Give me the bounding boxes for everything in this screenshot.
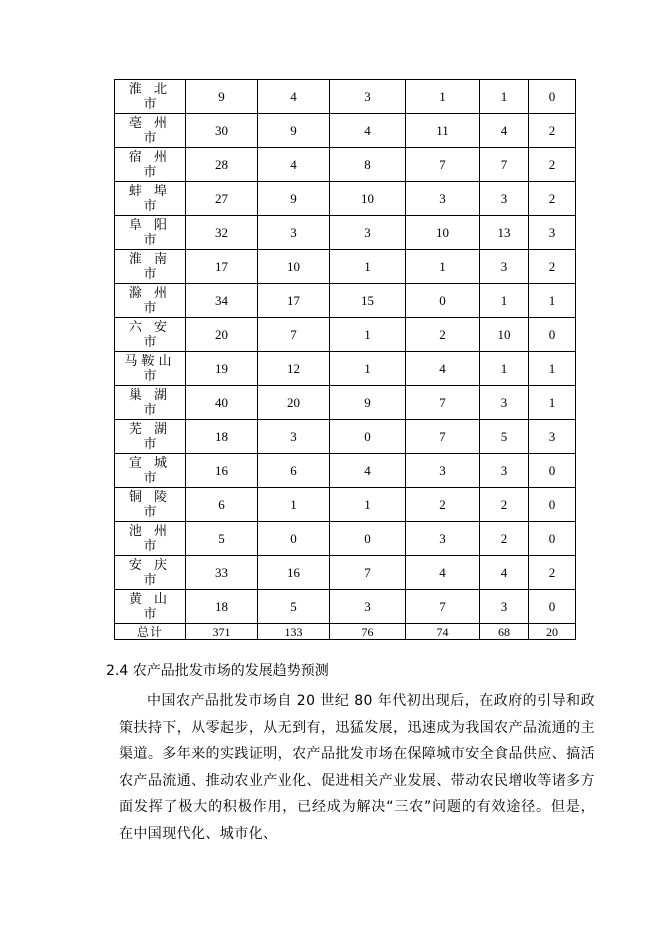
- total-value-cell: 133: [258, 624, 330, 640]
- value-cell: 2: [529, 114, 576, 148]
- city-name-part: 市: [143, 572, 157, 588]
- value-cell: 28: [186, 148, 258, 182]
- city-name-part: 市: [143, 334, 157, 350]
- table-row: [115, 318, 576, 352]
- value-cell: 2: [529, 182, 576, 216]
- value-cell: 3: [258, 420, 330, 454]
- city-name-part: 市: [143, 368, 157, 384]
- value-cell: 9: [258, 182, 330, 216]
- value-cell: 0: [330, 420, 406, 454]
- table-row: [115, 488, 576, 522]
- value-cell: 3: [330, 216, 406, 250]
- value-cell: 8: [330, 148, 406, 182]
- value-cell: 1: [529, 284, 576, 318]
- city-name-part: 市: [143, 130, 157, 146]
- value-cell: 3: [480, 454, 529, 488]
- value-cell: 2: [406, 318, 480, 352]
- value-cell: 2: [480, 488, 529, 522]
- value-cell: 10: [330, 182, 406, 216]
- value-cell: 1: [480, 80, 529, 114]
- value-cell: 0: [529, 80, 576, 114]
- city-name-part: 市: [143, 266, 157, 282]
- value-cell: 5: [186, 522, 258, 556]
- value-cell: 17: [186, 250, 258, 284]
- city-name-cell: [115, 590, 186, 624]
- value-cell: 18: [186, 590, 258, 624]
- table-row: [115, 590, 576, 624]
- value-cell: 7: [406, 420, 480, 454]
- value-cell: 4: [258, 80, 330, 114]
- city-name-part: 芜 湖: [128, 421, 172, 437]
- table-row: [115, 182, 576, 216]
- table-row: [115, 454, 576, 488]
- value-cell: 1: [330, 318, 406, 352]
- value-cell: 4: [480, 556, 529, 590]
- total-value-cell: 20: [529, 624, 576, 640]
- value-cell: 1: [406, 80, 480, 114]
- value-cell: 20: [186, 318, 258, 352]
- city-name-cell: [115, 250, 186, 284]
- value-cell: 1: [480, 284, 529, 318]
- city-name-part: 市: [143, 232, 157, 248]
- value-cell: 1: [406, 250, 480, 284]
- value-cell: 9: [258, 114, 330, 148]
- value-cell: 7: [406, 386, 480, 420]
- city-name-cell: [115, 80, 186, 114]
- table-row: [115, 114, 576, 148]
- value-cell: 2: [480, 522, 529, 556]
- city-name-cell: [115, 182, 186, 216]
- table-row: [115, 420, 576, 454]
- value-cell: 0: [529, 454, 576, 488]
- city-name-cell: [115, 318, 186, 352]
- value-cell: 15: [330, 284, 406, 318]
- city-name-cell: [115, 386, 186, 420]
- value-cell: 17: [258, 284, 330, 318]
- value-cell: 0: [529, 522, 576, 556]
- table-row: [115, 216, 576, 250]
- value-cell: 20: [258, 386, 330, 420]
- value-cell: 1: [258, 488, 330, 522]
- value-cell: 1: [480, 352, 529, 386]
- city-name-part: 铜 陵: [128, 489, 172, 505]
- value-cell: 34: [186, 284, 258, 318]
- city-name-part: 市: [143, 198, 157, 214]
- value-cell: 7: [480, 148, 529, 182]
- value-cell: 3: [406, 182, 480, 216]
- value-cell: 9: [330, 386, 406, 420]
- city-name-part: 滁 州: [128, 285, 172, 301]
- city-name-part: 安 庆: [128, 557, 172, 573]
- city-name-cell: [115, 114, 186, 148]
- value-cell: 11: [406, 114, 480, 148]
- value-cell: 9: [186, 80, 258, 114]
- city-name-cell: [115, 216, 186, 250]
- total-label-cell: 总计: [115, 624, 186, 640]
- value-cell: 19: [186, 352, 258, 386]
- value-cell: 7: [258, 318, 330, 352]
- value-cell: 3: [480, 386, 529, 420]
- value-cell: 27: [186, 182, 258, 216]
- city-name-cell: [115, 352, 186, 386]
- value-cell: 4: [406, 556, 480, 590]
- value-cell: 1: [529, 352, 576, 386]
- city-name-part: 市: [143, 504, 157, 520]
- total-value-cell: 371: [186, 624, 258, 640]
- city-name-part: 市: [143, 402, 157, 418]
- value-cell: 3: [529, 420, 576, 454]
- city-name-part: 阜 阳: [128, 217, 172, 233]
- value-cell: 6: [258, 454, 330, 488]
- value-cell: 0: [258, 522, 330, 556]
- city-name-part: 市: [143, 164, 157, 180]
- city-name-part: 宣 城: [128, 455, 172, 471]
- total-value-cell: 68: [480, 624, 529, 640]
- value-cell: 5: [480, 420, 529, 454]
- value-cell: 7: [406, 148, 480, 182]
- city-name-part: 宿 州: [128, 149, 172, 165]
- value-cell: 3: [406, 454, 480, 488]
- city-name-cell: [115, 420, 186, 454]
- city-name-cell: [115, 148, 186, 182]
- value-cell: 7: [330, 556, 406, 590]
- value-cell: 4: [330, 454, 406, 488]
- value-cell: 13: [480, 216, 529, 250]
- city-name-cell: [115, 488, 186, 522]
- city-name-part: 池 州: [128, 523, 172, 539]
- value-cell: 0: [529, 488, 576, 522]
- table-row: [115, 386, 576, 420]
- section-heading: 2.4 农产品批发市场的发展趋势预测: [106, 663, 329, 679]
- total-value-cell: 76: [330, 624, 406, 640]
- value-cell: 3: [330, 80, 406, 114]
- value-cell: 4: [330, 114, 406, 148]
- value-cell: 1: [529, 386, 576, 420]
- table-row: [115, 148, 576, 182]
- value-cell: 32: [186, 216, 258, 250]
- value-cell: 7: [406, 590, 480, 624]
- table-row: [115, 80, 576, 114]
- value-cell: 3: [406, 522, 480, 556]
- value-cell: 10: [480, 318, 529, 352]
- value-cell: 0: [406, 284, 480, 318]
- value-cell: 2: [529, 250, 576, 284]
- city-name-cell: [115, 454, 186, 488]
- section-paragraph: 中国农产品批发市场自 20 世纪 80 年代初出现后，在政府的引导和政策扶持下，从零起步，从无到有，迅猛发展，迅速成为我国农产品流通的主渠道。多年来的实践证明，农产品批发市场在保障城市安全食品供应、搞活农产品流通、推动农业产业化、促进相关产业发展、带动农民增收等诸多方面发挥了极大的积极作用，已经成为解决“三农”问题的有效途径。但是，在中国现代化、城市化、: [119, 693, 595, 842]
- value-cell: 4: [258, 148, 330, 182]
- table-row: [115, 556, 576, 590]
- value-cell: 18: [186, 420, 258, 454]
- city-name-part: 亳 州: [128, 115, 172, 131]
- value-cell: 4: [480, 114, 529, 148]
- value-cell: 16: [186, 454, 258, 488]
- value-cell: 3: [480, 250, 529, 284]
- table-row: [115, 284, 576, 318]
- total-value-cell: 74: [406, 624, 480, 640]
- value-cell: 2: [529, 556, 576, 590]
- city-name-part: 巢 湖: [128, 387, 172, 403]
- city-name-part: 市: [143, 96, 157, 112]
- value-cell: 3: [529, 216, 576, 250]
- value-cell: 16: [258, 556, 330, 590]
- city-name-part: 马鞍山: [124, 353, 176, 369]
- city-name-part: 淮 南: [128, 251, 172, 267]
- total-row: [115, 624, 576, 640]
- city-name-part: 市: [143, 436, 157, 452]
- city-name-cell: [115, 522, 186, 556]
- value-cell: 1: [330, 250, 406, 284]
- city-name-part: 市: [143, 538, 157, 554]
- market-count-table: [114, 79, 576, 640]
- value-cell: 5: [258, 590, 330, 624]
- city-name-part: 市: [143, 300, 157, 316]
- city-name-part: 淮 北: [128, 81, 172, 97]
- city-name-part: 市: [143, 470, 157, 486]
- value-cell: 30: [186, 114, 258, 148]
- value-cell: 10: [258, 250, 330, 284]
- city-name-part: 蚌 埠: [128, 183, 172, 199]
- value-cell: 40: [186, 386, 258, 420]
- city-name-part: 黄 山: [128, 591, 172, 607]
- city-name-cell: [115, 556, 186, 590]
- city-name-part: 市: [143, 606, 157, 622]
- value-cell: 6: [186, 488, 258, 522]
- table-row: [115, 522, 576, 556]
- value-cell: 3: [258, 216, 330, 250]
- value-cell: 3: [480, 182, 529, 216]
- city-name-part: 六 安: [128, 319, 172, 335]
- city-name-cell: [115, 284, 186, 318]
- value-cell: 4: [406, 352, 480, 386]
- value-cell: 1: [330, 352, 406, 386]
- table-row: [115, 250, 576, 284]
- value-cell: 2: [529, 148, 576, 182]
- value-cell: 2: [406, 488, 480, 522]
- value-cell: 3: [480, 590, 529, 624]
- value-cell: 3: [330, 590, 406, 624]
- value-cell: 0: [529, 318, 576, 352]
- table-row: [115, 352, 576, 386]
- value-cell: 10: [406, 216, 480, 250]
- value-cell: 12: [258, 352, 330, 386]
- value-cell: 0: [529, 590, 576, 624]
- value-cell: 0: [330, 522, 406, 556]
- value-cell: 33: [186, 556, 258, 590]
- value-cell: 1: [330, 488, 406, 522]
